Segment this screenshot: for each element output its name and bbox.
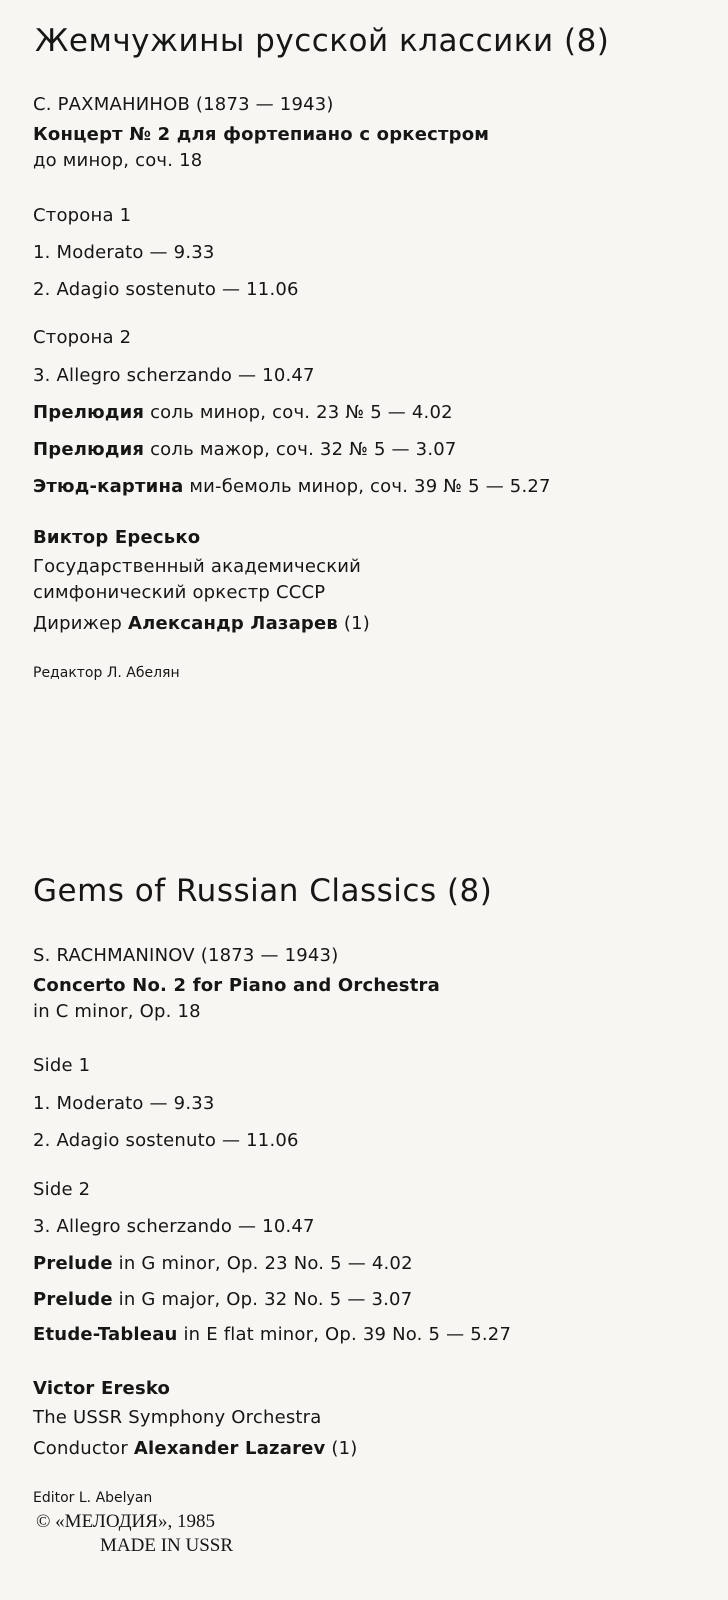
performer-russian: Виктор Ересько [33, 527, 201, 548]
side2-label-russian: Сторона 2 [33, 327, 132, 348]
copyright-notice: © «МЕЛОДИЯ», 1985 [36, 1511, 215, 1532]
extra-track-3-english [33, 1326, 511, 1344]
conductor-name: Александр Лазарев [127, 613, 339, 634]
conductor-suffix: (1) [325, 1438, 358, 1459]
extra-track-detail: соль минор, соч. 23 № 5 — 4.02 [144, 402, 453, 423]
page-title-russian: Жемчужины русской классики (8) [35, 23, 610, 59]
composer-russian: С. РАХМАНИНОВ (1873 — 1943) [33, 94, 334, 115]
extra-track-name: Etude-Tableau [33, 1324, 178, 1345]
track-3-english: 3. Allegro scherzando — 10.47 [33, 1216, 315, 1237]
extra-track-1-english [33, 1255, 413, 1273]
work-title-russian: Концерт № 2 для фортепиано с оркестром [33, 124, 490, 145]
extra-track-detail: ми-бемоль минор, соч. 39 № 5 — 5.27 [183, 476, 551, 497]
work-title-english: Concerto No. 2 for Piano and Orchestra [33, 975, 440, 996]
extra-track-detail: in G minor, Op. 23 No. 5 — 4.02 [112, 1253, 413, 1274]
track-1-english: 1. Moderato — 9.33 [33, 1093, 215, 1114]
orchestra-english: The USSR Symphony Orchestra [33, 1407, 322, 1428]
page-title-english: Gems of Russian Classics (8) [33, 873, 493, 909]
conductor-english [33, 1440, 358, 1458]
performer-english: Victor Eresko [33, 1378, 171, 1399]
extra-track-detail: in G major, Op. 32 No. 5 — 3.07 [112, 1289, 413, 1310]
side1-label-english: Side 1 [33, 1055, 91, 1076]
extra-track-2-russian [33, 441, 457, 459]
extra-track-3-russian [33, 478, 551, 496]
composer-english: S. RACHMANINOV (1873 — 1943) [33, 945, 339, 966]
conductor-name: Alexander Lazarev [133, 1438, 326, 1459]
track-3-russian: 3. Allegro scherzando — 10.47 [33, 365, 315, 386]
extra-track-2-english [33, 1291, 412, 1309]
conductor-suffix: (1) [338, 613, 371, 634]
side1-label-russian: Сторона 1 [33, 205, 132, 226]
extra-track-name: Прелюдия [33, 402, 145, 423]
track-2-russian: 2. Adagio sostenuto — 11.06 [33, 279, 299, 300]
extra-track-name: Этюд-картина [33, 476, 184, 497]
work-key-russian: до минор, соч. 18 [33, 150, 203, 171]
orchestra-line2-russian: симфонический оркестр СССР [33, 582, 326, 603]
editor-english: Editor L. Abelyan [33, 1490, 153, 1506]
editor-russian: Редактор Л. Абелян [33, 665, 180, 681]
extra-track-name: Prelude [33, 1289, 113, 1310]
work-key-english: in C minor, Op. 18 [33, 1001, 201, 1022]
extra-track-1-russian [33, 404, 453, 422]
side2-label-english: Side 2 [33, 1179, 91, 1200]
track-1-russian: 1. Moderato — 9.33 [33, 242, 215, 263]
extra-track-name: Прелюдия [33, 439, 145, 460]
conductor-label: Дирижер [33, 613, 128, 634]
track-2-english: 2. Adagio sostenuto — 11.06 [33, 1130, 299, 1151]
made-in-label: MADE IN USSR [100, 1535, 234, 1556]
conductor-russian [33, 615, 370, 633]
conductor-label: Conductor [33, 1438, 134, 1459]
extra-track-detail: in E flat minor, Op. 39 No. 5 — 5.27 [177, 1324, 512, 1345]
orchestra-line1-russian: Государственный академический [33, 556, 362, 577]
extra-track-name: Prelude [33, 1253, 113, 1274]
extra-track-detail: соль мажор, соч. 32 № 5 — 3.07 [144, 439, 457, 460]
